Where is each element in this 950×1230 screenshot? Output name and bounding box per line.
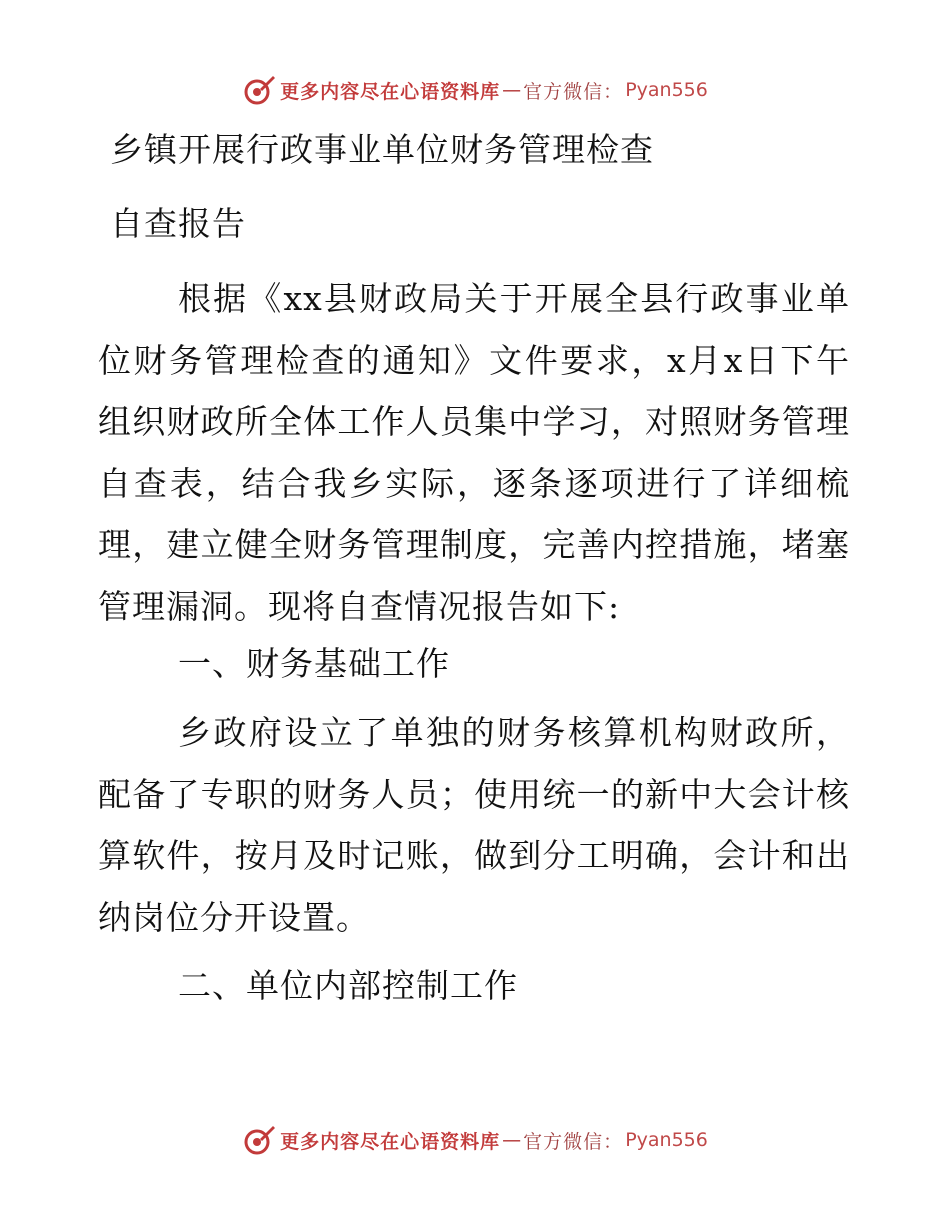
watermark-banner-top [0, 70, 950, 110]
watermark-dash: — [502, 1129, 522, 1151]
section-heading-2: 二、单位内部控制工作 [178, 966, 518, 1005]
document-title-line1: 乡镇开展行政事业单位财务管理检查 [110, 130, 654, 169]
watermark-wechat-id: Pyan556 [625, 1129, 708, 1151]
document-title-line2: 自查报告 [110, 204, 246, 243]
watermark-wechat-id: Pyan556 [625, 79, 708, 101]
watermark-official-text: 官方微信： [523, 1130, 624, 1153]
watermark-banner-bottom [0, 1120, 950, 1160]
watermark-dash: — [502, 79, 522, 101]
section-heading-1: 一、财务基础工作 [178, 644, 450, 683]
pen-logo-icon [242, 1123, 276, 1157]
watermark-main-text: 更多内容尽在心语资料库 [280, 1130, 501, 1153]
body-paragraph-1: 根据《xx县财政局关于开展全县行政事业单位财务管理检查的通知》文件要求，x月x日下午组织财政所全体工作人员集中学习，对照财务管理自查表，结合我乡实际，逐条逐项进行了详细梳理，建立健全财务管理制度，完善内控措施，堵塞管理漏洞。现将自查情况报告如下: [98, 279, 850, 626]
pen-logo-icon [242, 73, 276, 107]
watermark-main-text: 更多内容尽在心语资料库 [280, 80, 501, 103]
body-paragraph-2: 乡政府设立了单独的财务核算机构财政所，配备了专职的财务人员；使用统一的新中大会计核算软件，按月及时记账，做到分工明确，会计和出纳岗位分开设置。 [98, 713, 850, 937]
watermark-official-text: 官方微信： [523, 80, 624, 103]
